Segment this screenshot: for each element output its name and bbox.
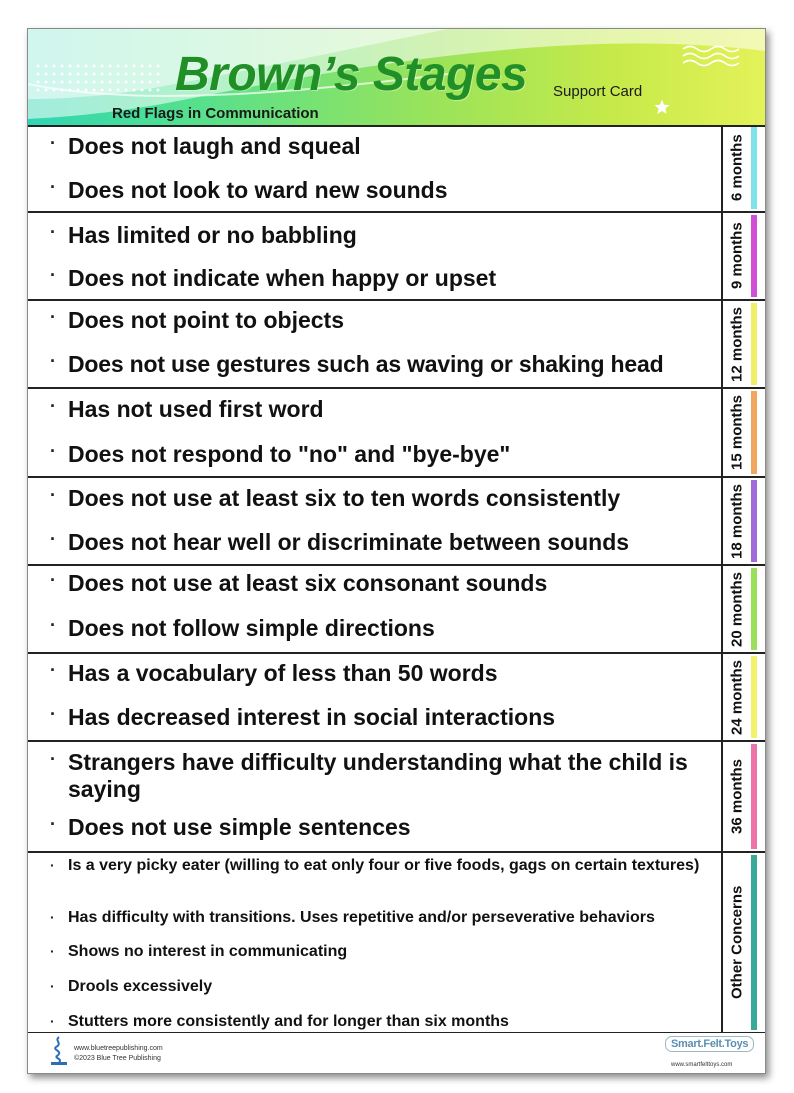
bullet: · [50,222,56,242]
tree-logo-icon [48,1035,70,1067]
color-bar [751,215,757,297]
decorative-dots [34,62,162,92]
brand-url[interactable]: www.smartfelttoys.com [671,1062,733,1068]
bullet: · [50,570,56,590]
bullet: · [50,177,56,197]
section-20-months: · Does not use at least six consonant sounds · Does not follow simple directions 20 months [28,566,765,654]
support-card-label: Support Card [553,83,643,100]
age-tab [721,742,765,851]
bullet: · [50,749,56,769]
age-label: 6 months [728,134,746,202]
support-card [27,28,766,1074]
age-tab [721,301,765,387]
bullet: · [50,814,56,834]
age-label: 9 months [728,222,746,290]
copyright: ©2023 Blue Tree Publishing [74,1055,161,1062]
color-bar [751,744,757,849]
page-title: Brown’s Stages [175,48,528,101]
publisher-info [74,1044,163,1064]
bullet: · [50,978,55,994]
bullet: · [50,943,55,959]
section-24-months: · Has a vocabulary of less than 50 words · Has decreased interest in social interactions 24 months [28,654,765,742]
section-other-concerns: · Is a very picky eater (willing to eat only four or five foods, gags on certain textures) · Has difficulty with transitions. Uses repetitive and/or perseverative behaviors · Shows no interest in communicating · Drools excessively · Stutters more consistently and for longer than six months Other Concerns [28,853,765,1033]
age-label: 24 months [728,659,746,735]
section-18-months: · Does not use at least six to ten words consistently · Does not hear well or discriminate between sounds 18 months [28,478,765,566]
star-icon [654,99,670,115]
color-bar [751,303,757,385]
age-label: 20 months [728,571,746,647]
section-9-months: · Has limited or no babbling · Does not indicate when happy or upset 9 months [28,213,765,301]
bullet: · [50,396,56,416]
bullet: · [50,307,56,327]
bullet: · [50,615,56,635]
waves-graphic [681,43,741,73]
age-tab [721,853,765,1032]
bullet: · [50,660,56,680]
color-bar [751,480,757,562]
age-label: 12 months [728,306,746,382]
age-label: Other Concerns [728,885,746,1000]
brand-logo: Smart.Felt.Toys [665,1036,754,1052]
bullet: · [50,529,56,549]
age-label: 15 months [728,395,746,471]
bullet: · [50,441,56,461]
age-label: 36 months [728,759,746,835]
bullet: · [50,909,55,925]
subtitle: Red Flags in Communication [112,105,319,122]
color-bar [751,855,757,1030]
bullet: · [50,857,55,873]
age-tab [721,566,765,652]
section-15-months: · Has not used first word · Does not respond to "no" and "bye-bye" 15 months [28,389,765,478]
bullet: · [50,133,56,153]
age-tab [721,654,765,740]
publisher-url[interactable]: www.bluetreepublishing.com [74,1045,163,1052]
bullet: · [50,704,56,724]
bullet: · [50,485,56,505]
color-bar [751,568,757,650]
color-bar [751,656,757,738]
age-tab [721,478,765,564]
color-bar [751,391,757,474]
age-tab [721,213,765,299]
section-12-months: · Does not point to objects · Does not use gestures such as waving or shaking head 12 months [28,301,765,389]
color-bar [751,127,757,209]
bullet: · [50,1013,55,1029]
section-6-months: · Does not laugh and squeal · Does not look to ward new sounds 6 months [28,125,765,213]
bullet: · [50,351,56,371]
age-tab [721,125,765,211]
card-footer [28,1032,765,1073]
age-label: 18 months [728,483,746,559]
card-header [28,29,765,127]
bullet: · [50,265,56,285]
age-tab [721,389,765,476]
section-36-months: · Strangers have difficulty understanding what the child is saying · Does not use simple sentences 36 months [28,742,765,853]
